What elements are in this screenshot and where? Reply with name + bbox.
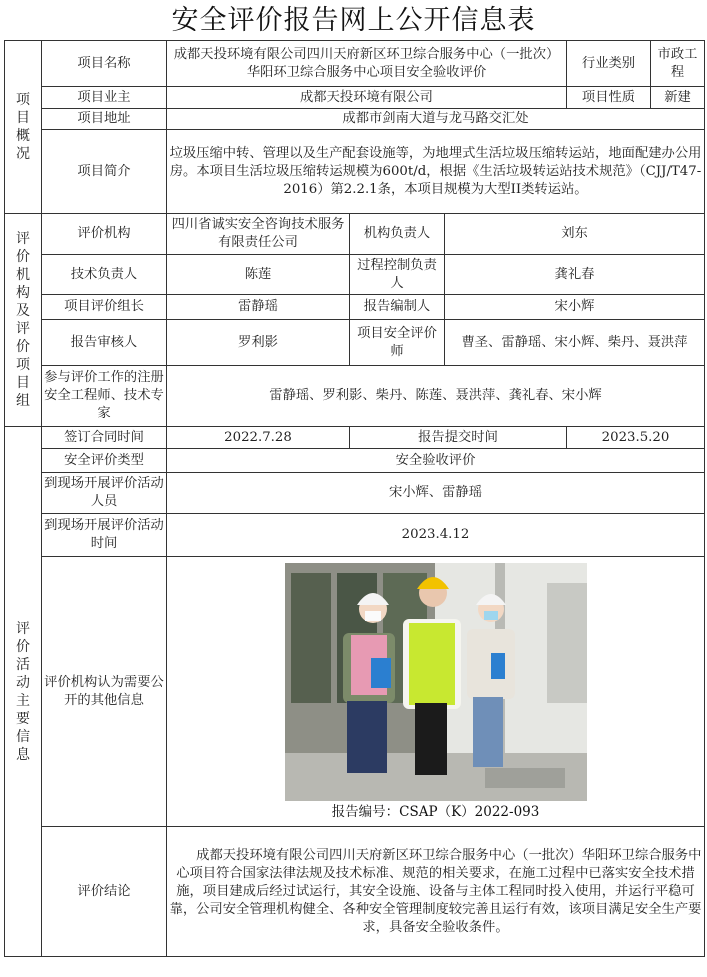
engineers-value: 雷静瑶、罗利影、柴丹、陈莲、聂洪萍、龚礼春、宋小辉 bbox=[167, 366, 705, 427]
engineers-label: 参与评价工作的注册安全工程师、技术专家 bbox=[42, 366, 167, 427]
submit-value: 2023.5.20 bbox=[567, 427, 705, 449]
report-number: 报告编号：CSAP（K）2022-093 bbox=[331, 803, 540, 820]
head-value: 刘东 bbox=[445, 214, 705, 255]
site-photo bbox=[285, 563, 587, 801]
address-label: 项目地址 bbox=[42, 109, 167, 130]
info-table bbox=[4, 40, 705, 957]
other-info-label: 评价机构认为需要公开的其他信息 bbox=[42, 557, 167, 827]
writer-value: 宋小辉 bbox=[445, 295, 705, 320]
agency-label: 评价机构 bbox=[42, 214, 167, 255]
staff-label: 到现场开展评价活动人员 bbox=[42, 473, 167, 514]
industry-label: 行业类别 bbox=[567, 41, 651, 87]
nature-value: 新建 bbox=[651, 87, 705, 109]
conclusion-label: 评价结论 bbox=[42, 827, 167, 957]
time-value: 2023.4.12 bbox=[167, 514, 705, 557]
conclusion-value: 成都天投环境有限公司四川天府新区环卫综合服务中心（一批次）华阳环卫综合服务中心项目符合国家法律法规及技术标准、规范的相关要求，在施工过程中已落实安全技术措施，项目建成后经过试运行，其安全设施、设备与主体工程同时投入使用，并运行平稳可靠，公司安全管理机构健全、各种安全管理制度较完善且运行有效，该项目满足安全生产要求，具备安全验收条件。 bbox=[167, 827, 705, 957]
project-name-label: 项目名称 bbox=[42, 41, 167, 87]
head-label: 机构负责人 bbox=[350, 214, 445, 255]
intro-value: 垃圾压缩中转、管理以及生产配套设施等，为地埋式生活垃圾压缩转运站，地面配建办公用房。本项目生活垃圾压缩转运规模为600t/d，根据《生活垃圾转运站技术规范》（CJJ/T47-2016）第2.2.1条，本项目规模为大型II类转运站。 bbox=[167, 130, 705, 214]
intro-label: 项目简介 bbox=[42, 130, 167, 214]
industry-value: 市政工程 bbox=[651, 41, 705, 87]
contract-value: 2022.7.28 bbox=[167, 427, 350, 449]
leader-label: 项目评价组长 bbox=[42, 295, 167, 320]
staff-value: 宋小辉、雷静瑶 bbox=[167, 473, 705, 514]
leader-value: 雷静瑶 bbox=[167, 295, 350, 320]
tech-label: 技术负责人 bbox=[42, 255, 167, 295]
writer-label: 报告编制人 bbox=[350, 295, 445, 320]
reviewer-value: 罗利影 bbox=[167, 320, 350, 366]
section-activity: 评 价 活 动 主 要 信 息 bbox=[5, 427, 42, 957]
assessors-value: 曹圣、雷静瑶、宋小辉、柴丹、聂洪萍 bbox=[445, 320, 705, 366]
process-value: 龚礼春 bbox=[445, 255, 705, 295]
submit-label: 报告提交时间 bbox=[350, 427, 567, 449]
contract-label: 签订合同时间 bbox=[42, 427, 167, 449]
owner-label: 项目业主 bbox=[42, 87, 167, 109]
nature-label: 项目性质 bbox=[567, 87, 651, 109]
section-overview: 项 目 概 况 bbox=[5, 41, 42, 214]
reviewer-label: 报告审核人 bbox=[42, 320, 167, 366]
section-org: 评 价 机 构 及 评 价 项 目 组 bbox=[5, 214, 42, 427]
time-label: 到现场开展评价活动时间 bbox=[42, 514, 167, 557]
other-info-cell bbox=[167, 557, 705, 827]
process-label: 过程控制负责人 bbox=[350, 255, 445, 295]
address-value: 成都市剑南大道与龙马路交汇处 bbox=[167, 109, 705, 130]
owner-value: 成都天投环境有限公司 bbox=[167, 87, 567, 109]
project-name-value: 成都天投环境有限公司四川天府新区环卫综合服务中心（一批次）华阳环卫综合服务中心项目安全验收评价 bbox=[167, 41, 567, 87]
type-label: 安全评价类型 bbox=[42, 449, 167, 473]
assessors-label: 项目安全评价师 bbox=[350, 320, 445, 366]
tech-value: 陈莲 bbox=[167, 255, 350, 295]
page-title: 安全评价报告网上公开信息表 bbox=[171, 5, 536, 36]
type-value: 安全验收评价 bbox=[167, 449, 705, 473]
site-photo-image bbox=[285, 563, 587, 801]
agency-value: 四川省诚实安全咨询技术服务有限责任公司 bbox=[167, 214, 350, 255]
